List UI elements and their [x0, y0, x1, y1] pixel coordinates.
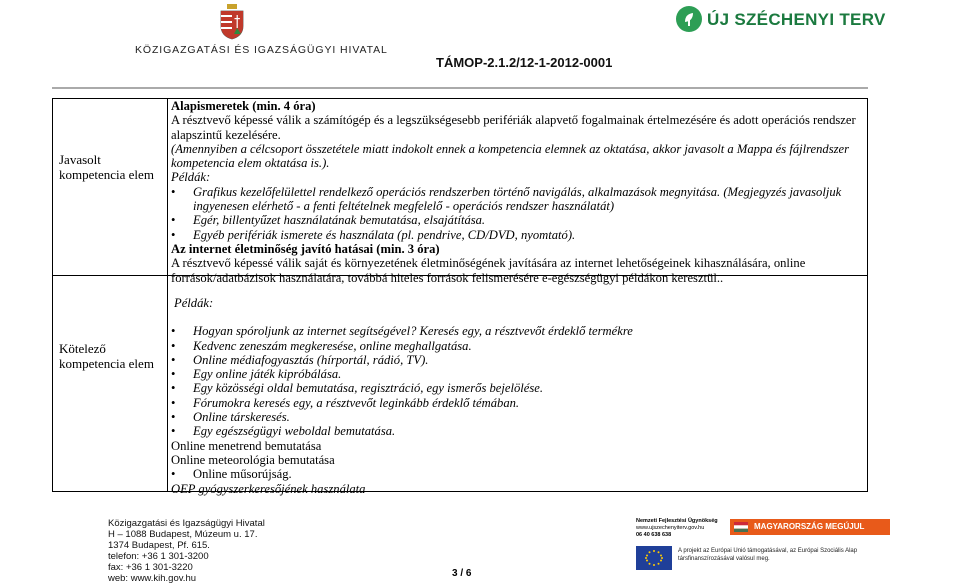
list-item: • Egy online játék kipróbálása. — [171, 367, 865, 381]
row2-label: Kötelező kompetencia elem — [59, 341, 154, 371]
szechenyi-terv-logo — [676, 6, 886, 46]
footer-address — [108, 518, 265, 584]
list-item: • Online műsorújság. — [171, 467, 865, 481]
hungarian-flag-icon — [734, 522, 748, 532]
table-border-divider — [167, 98, 168, 492]
nfu-url: www.ujszechenyiterv.gov.hu — [636, 525, 705, 531]
section-title-internet: Az internet életminőség javító hatásai (min. 3 óra) — [171, 241, 440, 256]
nfu-logo-block — [628, 518, 898, 578]
basics-description: A résztvevő képessé válik a számítógép és a legszükségesebb perifériák alapvető fogalmainak értelmezésére és adott operációs rendszer alapszintű kezelésére. — [171, 113, 856, 142]
list-item: • Grafikus kezelőfelülettel rendelkező operációs rendszerben történő navigálás, alkalmazások megnyitása. (Megjegyzés javasoljuk ingyenesen elérhető - a fenti feltételnek megfelelő - operációs rendszer használatát) — [171, 185, 865, 214]
list-item: • Egér, billentyűzet használatának bemutatása, elsajátítása. — [171, 213, 865, 227]
org-name: KÖZIGAZGATÁSI ÉS IGAZSÁGÜGYI HIVATAL — [135, 44, 388, 56]
row1-label: Javasolt kompetencia elem — [59, 152, 154, 182]
table-border-left — [52, 98, 53, 492]
address-line: 1374 Budapest, Pf. 615. — [108, 540, 210, 551]
timetable-line: Online menetrend bemutatása — [171, 438, 322, 453]
nfu-phone: 06 40 638 638 — [636, 532, 672, 538]
list-item: • Online médiafogyasztás (hírportál, rádió, TV). — [171, 353, 865, 367]
eu-flag-icon — [636, 546, 672, 570]
table-border-right — [867, 98, 868, 492]
program-logo-text: ÚJ SZÉCHENYI TERV — [707, 10, 886, 29]
header-divider — [52, 87, 868, 89]
address-line: web: www.kih.gov.hu — [108, 573, 197, 584]
list-item: • Kedvenc zeneszám megkeresése, online meghallgatása. — [171, 339, 865, 353]
hungarian-coat-of-arms-icon — [219, 4, 245, 40]
address-line: H – 1088 Budapest, Múzeum u. 17. — [108, 529, 258, 540]
internet-examples-list — [171, 324, 865, 438]
list-item: • Egy közösségi oldal bemutatása, regisztráció, egy ismerős bejelölése. — [171, 381, 865, 395]
hungary-renews-badge — [730, 519, 890, 535]
list-item: • Online társkeresés. — [171, 410, 865, 424]
address-line: fax: +36 1 301-3220 — [108, 562, 193, 573]
page-number: 3 / 6 — [452, 568, 472, 579]
tv-guide-list — [171, 467, 865, 481]
list-item: • Hogyan spóroljunk az internet segítségével? Keresés egy, a résztvevőt érdeklő termékre — [171, 324, 865, 338]
section-title-basics: Alapismeretek (min. 4 óra) — [171, 99, 316, 113]
address-line: Közigazgatási és Igazságügyi Hivatal — [108, 518, 265, 529]
oep-line: OEP gyógyszerkeresőjének használata — [171, 481, 366, 496]
eu-funding-text: A projekt az Európai Unió támogatásával, az Európai Szociális Alap társfinanszírozásával valósul meg. — [678, 548, 858, 562]
list-item: • Egy egészségügyi weboldal bemutatása. — [171, 424, 865, 438]
nfu-name: Nemzeti Fejlesztési Ügynökség — [636, 518, 718, 524]
list-item: • Fórumokra keresés egy, a résztvevőt leginkább érdeklő témában. — [171, 396, 865, 410]
project-code: TÁMOP-2.1.2/12-1-2012-0001 — [436, 55, 613, 70]
szechenyi-leaf-icon — [676, 6, 702, 32]
basics-examples-list — [171, 185, 865, 242]
row1-content — [171, 99, 865, 285]
examples-label: Példák: — [174, 296, 214, 310]
row2-content — [171, 296, 865, 496]
address-line: telefon: +36 1 301-3200 — [108, 551, 209, 562]
internet-description: A résztvevő képessé válik saját és környezetének életminőségének javítására az internet lehetőségeinek kihasználására, online források/adatbázisok használatára, továbbá hiteles források felismerésére e-egészségügyi példákon keresztül.. — [171, 256, 806, 285]
examples-label: Példák: — [171, 170, 211, 185]
meteorology-line: Online meteorológia bemutatása — [171, 452, 335, 467]
basics-note: (Amennyiben a célcsoport összetétele miatt indokolt ennek a kompetencia elemnek az oktatása, akkor javasolt a Mappa és fájlrendszer kompetencia elem oktatása is.). — [171, 141, 850, 171]
badge-text: MAGYARORSZÁG MEGÚJUL — [754, 522, 865, 531]
list-item: • Egyéb perifériák ismerete és használata (pl. pendrive, CD/DVD, nyomtató). — [171, 228, 865, 242]
